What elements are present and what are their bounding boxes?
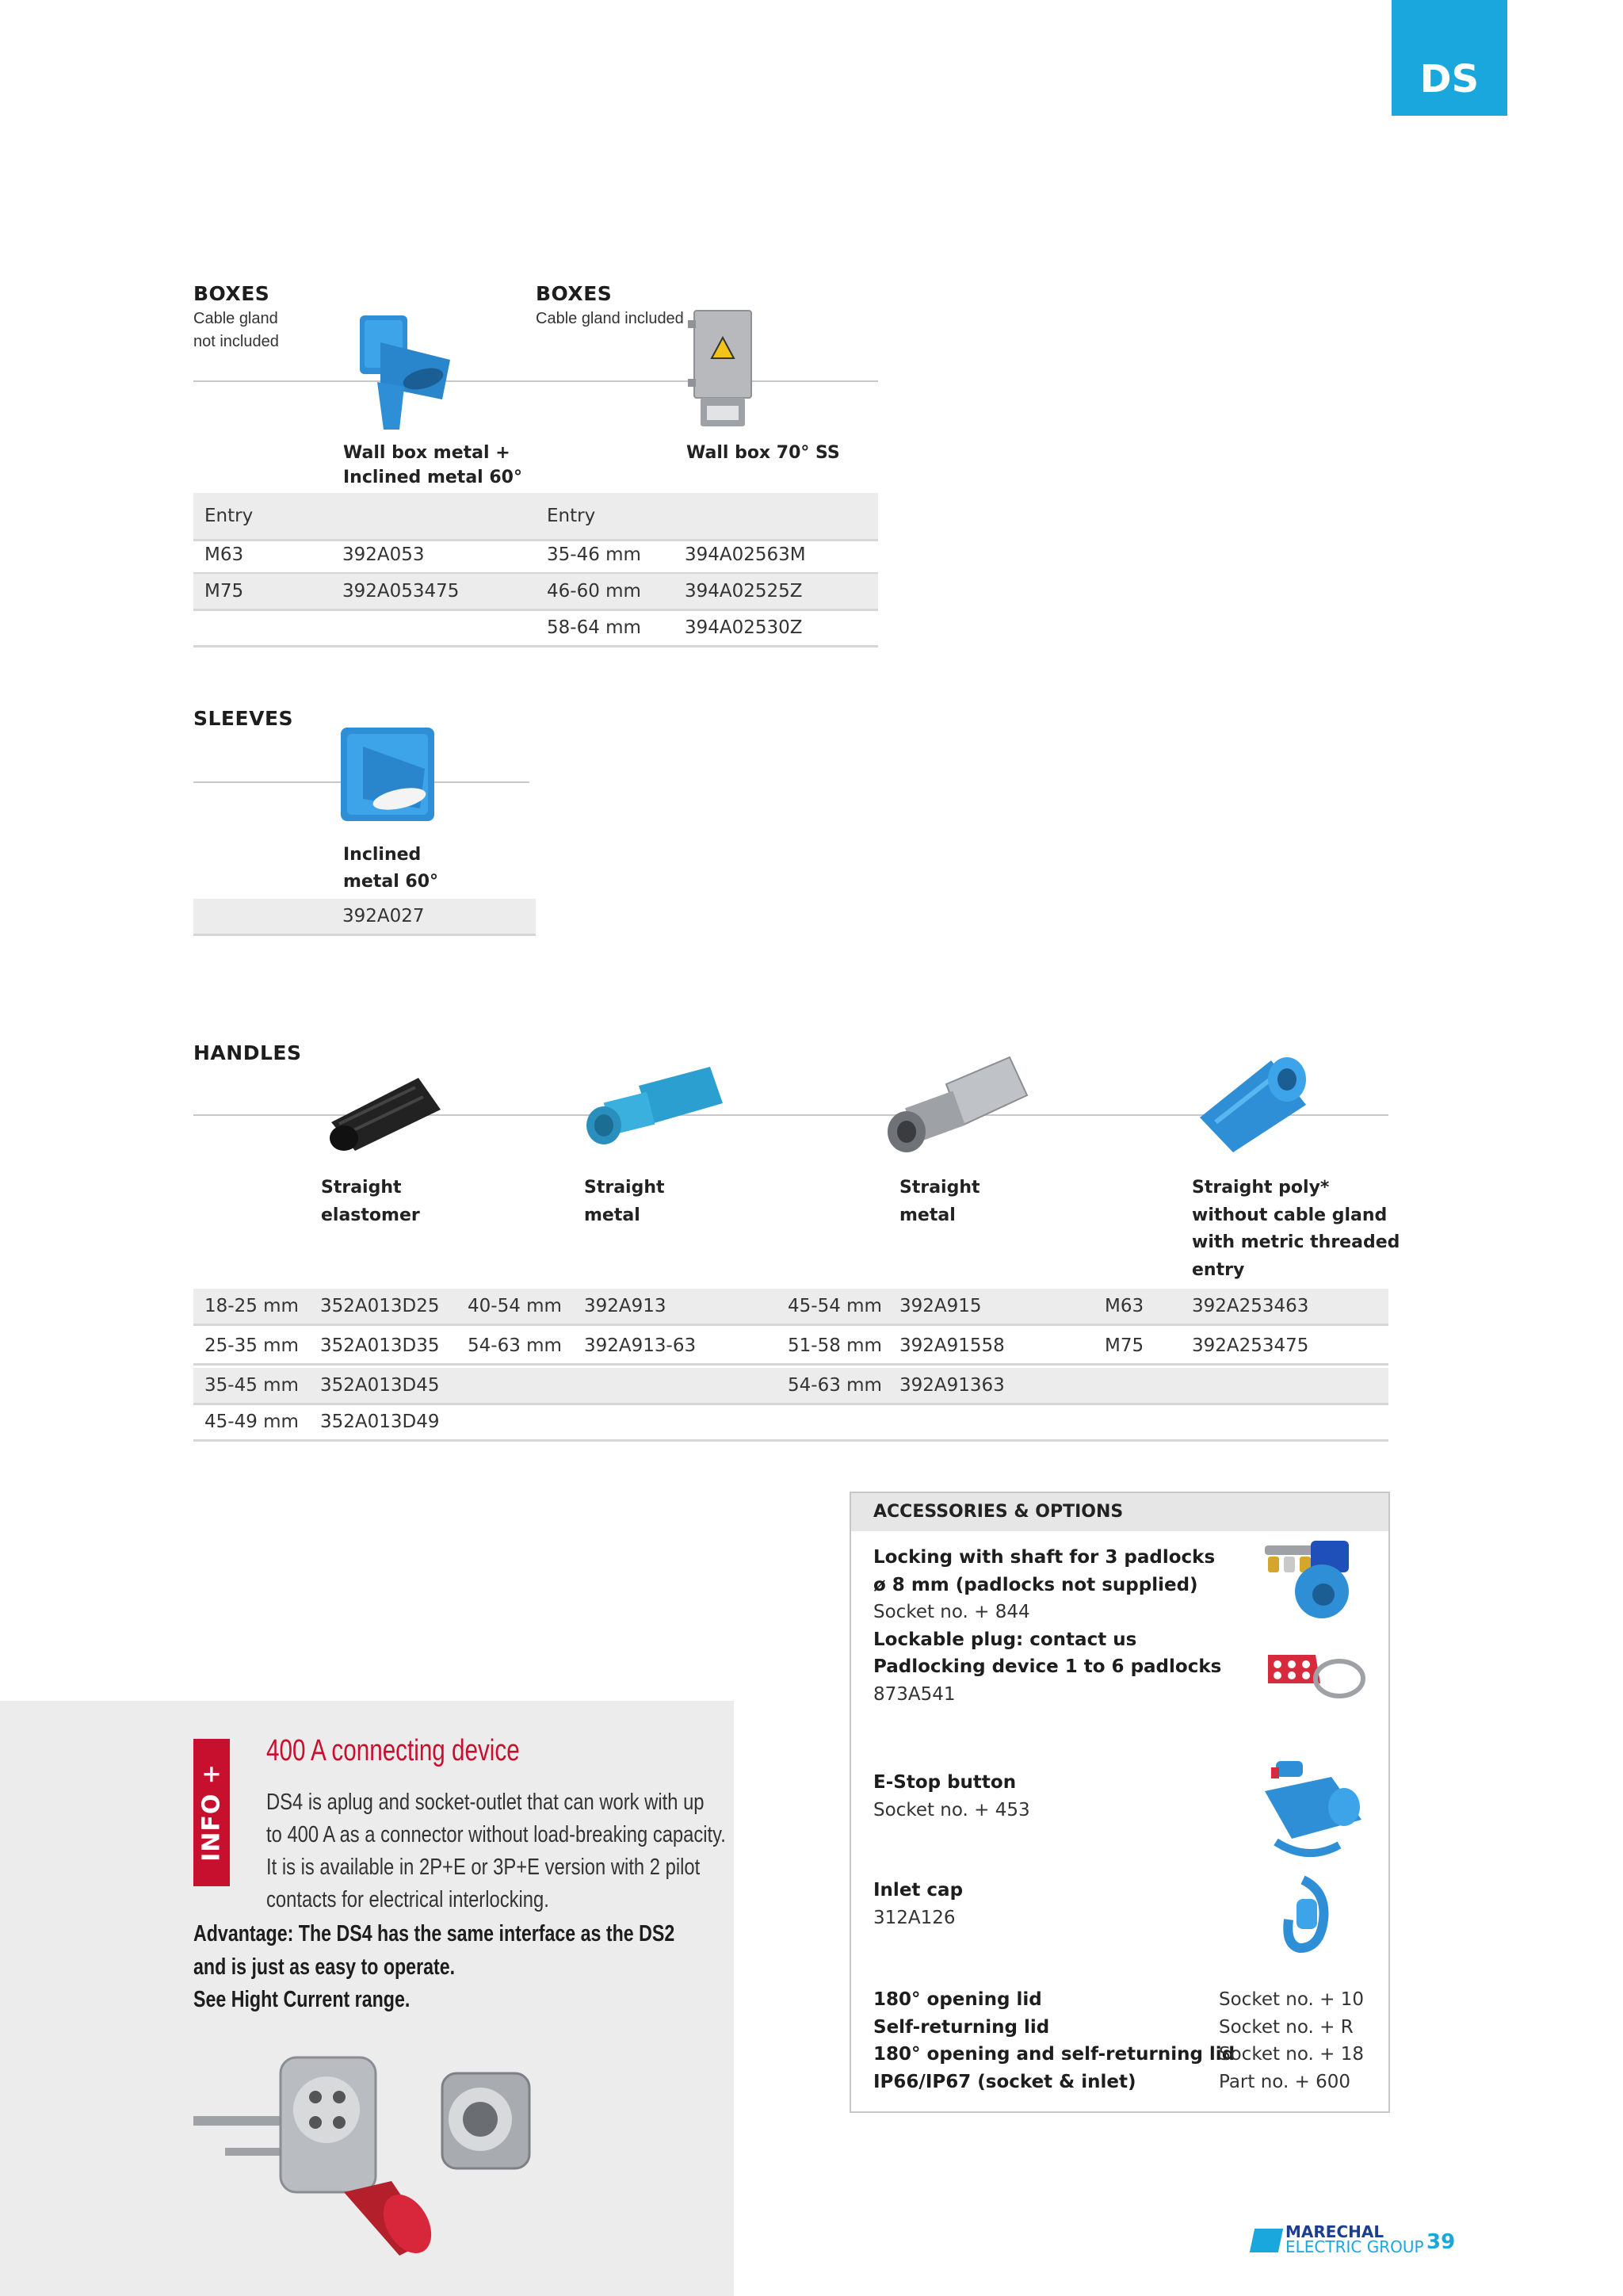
handle-elastomer-image [323, 1065, 447, 1154]
accessories-header [851, 1493, 1388, 1531]
ref-cell: 392A91558 [899, 1335, 1005, 1356]
entry-cell: M63 [204, 544, 244, 565]
padlocking-device-image [1260, 1639, 1371, 1710]
entry-cell: 46-60 mm [547, 581, 641, 602]
option-ref: Socket no. + 10 [1219, 1989, 1365, 2010]
inlet-cap-title: Inlet cap [873, 1880, 964, 1901]
info-line: and is just as easy to operate. [193, 1954, 456, 1980]
accessories-title: ACCESSORIES & OPTIONS [873, 1502, 1124, 1522]
wall-box-inclined-image [349, 311, 460, 434]
info-line: DS4 is aplug and socket-outlet that can work with up [266, 1790, 705, 1815]
info-badge-label: INFO + [197, 1763, 226, 1862]
locking-line: Locking with shaft for 3 padlocks [873, 1547, 1216, 1568]
section-tab-label: DS [1419, 57, 1480, 101]
subtitle-line: not included [193, 333, 279, 350]
info-line: It is is available in 2P+E or 3P+E version with 2 pilot [266, 1855, 701, 1880]
table-row [193, 899, 536, 936]
option-ref: Socket no. + 18 [1219, 2044, 1365, 2065]
estop-title: E-Stop button [873, 1772, 1017, 1793]
ref-cell: 392A915 [899, 1296, 982, 1316]
ref-cell: 392A913-63 [584, 1335, 697, 1356]
table-row [193, 574, 878, 611]
boxes-left-product-label [343, 441, 522, 490]
entry-header: Entry [547, 506, 596, 526]
info-line: to 400 A as a connector without load-breaking capacity. [266, 1822, 726, 1847]
label-line: metal [899, 1205, 956, 1225]
entry-cell: 58-64 mm [547, 617, 641, 638]
sleeve-inclined-image [336, 723, 444, 827]
label-line: Inclined [343, 845, 422, 865]
section-tab [1392, 0, 1507, 116]
info-line: Advantage: The DS4 has the same interface as the DS2 [193, 1921, 675, 1946]
size-cell: 35-45 mm [204, 1375, 299, 1396]
ref-cell: 394A02563M [685, 544, 806, 565]
info-line: See Hight Current range. [193, 1987, 411, 2012]
ref-cell: 392A91363 [899, 1375, 1005, 1396]
label-line: metal [584, 1205, 640, 1225]
info-title: 400 A connecting device [266, 1734, 520, 1767]
table-row [193, 1289, 1388, 1326]
handle-label [1192, 1175, 1400, 1284]
option-name: Self-returning lid [873, 2016, 1050, 2038]
inlet-cap-ref: 312A126 [873, 1907, 956, 1928]
accessories-panel [850, 1492, 1390, 2113]
size-cell: 45-54 mm [788, 1296, 882, 1316]
ref-cell: 352A013D35 [320, 1335, 440, 1356]
locking-block [873, 1544, 1221, 1708]
size-cell: 25-35 mm [204, 1335, 299, 1356]
inlet-cap-image [1279, 1875, 1342, 1954]
options-refs [1219, 1986, 1364, 2095]
label-line: Wall box metal + [343, 443, 510, 463]
label-line: Straight [899, 1178, 980, 1198]
size-cell: 51-58 mm [788, 1335, 882, 1356]
label-line: entry [1192, 1259, 1245, 1280]
ref-cell: 392A913 [584, 1296, 666, 1316]
locking-line: Socket no. + 844 [873, 1602, 1030, 1622]
ds4-connector-image [193, 2034, 558, 2257]
subtitle-line: Cable gland [193, 310, 278, 327]
options-names [873, 1986, 1235, 2095]
size-cell: M63 [1105, 1296, 1144, 1316]
estop-ref: Socket no. + 453 [873, 1799, 1030, 1820]
handles-title: HANDLES [193, 1041, 302, 1064]
boxes-right-title: BOXES [536, 282, 613, 305]
table-row [193, 610, 878, 648]
ref-cell: 352A013D45 [320, 1375, 440, 1396]
option-name: IP66/IP67 (socket & inlet) [873, 2071, 1136, 2092]
boxes-right-subtitle: Cable gland included [536, 310, 684, 327]
handle-poly-image [1192, 1049, 1311, 1157]
option-name: 180° opening and self-returning lid [873, 2044, 1235, 2065]
estop-block [873, 1769, 1030, 1824]
sleeves-product-label [343, 842, 438, 896]
option-ref: Part no. + 600 [1219, 2071, 1351, 2092]
size-cell: 54-63 mm [788, 1375, 882, 1396]
label-line: elastomer [321, 1205, 420, 1225]
handle-metal-grey-image [883, 1052, 1030, 1156]
table-row [193, 1328, 1388, 1366]
padlock-socket-image [1260, 1539, 1371, 1620]
ref-cell: 394A02525Z [685, 581, 803, 602]
boxes-right-product-label: Wall box 70° SS [686, 443, 840, 463]
ref-cell: 352A013D25 [320, 1296, 440, 1316]
table-row [193, 1368, 1388, 1405]
logo-line-2: ELECTRIC GROUP [1285, 2237, 1424, 2256]
label-line: Straight poly* [1192, 1178, 1330, 1198]
option-ref: Socket no. + R [1219, 2016, 1354, 2038]
locking-line: 873A541 [873, 1683, 956, 1705]
info-advantage [193, 1918, 674, 2017]
label-line: Straight [584, 1178, 665, 1198]
boxes-left-title: BOXES [193, 282, 270, 305]
info-body [266, 1786, 726, 1916]
entry-cell: M75 [204, 581, 244, 602]
info-line: contacts for electrical interlocking. [266, 1887, 549, 1912]
handle-label [899, 1175, 980, 1229]
sleeves-title: SLEEVES [193, 707, 294, 730]
handle-metal-blue-image [583, 1062, 726, 1154]
locking-line: ø 8 mm (padlocks not supplied) [873, 1574, 1198, 1595]
table-row [193, 1404, 1388, 1442]
label-line: Straight [321, 1178, 402, 1198]
size-cell: 54-63 mm [468, 1335, 562, 1356]
locking-line: Padlocking device 1 to 6 padlocks [873, 1656, 1222, 1677]
entry-header: Entry [204, 506, 254, 526]
entry-cell: 35-46 mm [547, 544, 641, 565]
estop-socket-image [1260, 1759, 1371, 1864]
ref-cell: 392A253463 [1192, 1296, 1309, 1316]
boxes-table-header [193, 493, 878, 541]
handle-label [584, 1175, 665, 1229]
ref-cell: 352A013D49 [320, 1412, 440, 1432]
size-cell: 18-25 mm [204, 1296, 299, 1316]
locking-line: Lockable plug: contact us [873, 1629, 1137, 1650]
wall-box-ss-image [683, 306, 762, 434]
divider [193, 380, 878, 382]
ref-cell: 392A053 [342, 544, 425, 565]
handle-label [321, 1175, 420, 1229]
label-line: Inclined metal 60° [343, 468, 522, 487]
marechal-logo-icon [1250, 2229, 1283, 2252]
label-line: metal 60° [343, 872, 439, 892]
size-cell: 45-49 mm [204, 1412, 299, 1432]
size-cell: 40-54 mm [468, 1296, 562, 1316]
ref-cell: 392A253475 [1192, 1335, 1309, 1356]
logo-line-1: MARECHAL [1285, 2222, 1384, 2241]
ref-cell: 394A02530Z [685, 617, 803, 638]
label-line: without cable gland [1192, 1205, 1388, 1225]
ref-cell: 392A027 [342, 906, 425, 926]
option-name: 180° opening lid [873, 1989, 1042, 2010]
inlet-cap-block [873, 1877, 963, 1931]
table-row [193, 537, 878, 575]
boxes-left-subtitle [193, 308, 279, 353]
label-line: with metric threaded [1192, 1232, 1400, 1252]
info-badge [193, 1739, 230, 1886]
ref-cell: 392A053475 [342, 581, 460, 602]
page-number: 39 [1426, 2230, 1456, 2254]
size-cell: M75 [1105, 1335, 1144, 1356]
